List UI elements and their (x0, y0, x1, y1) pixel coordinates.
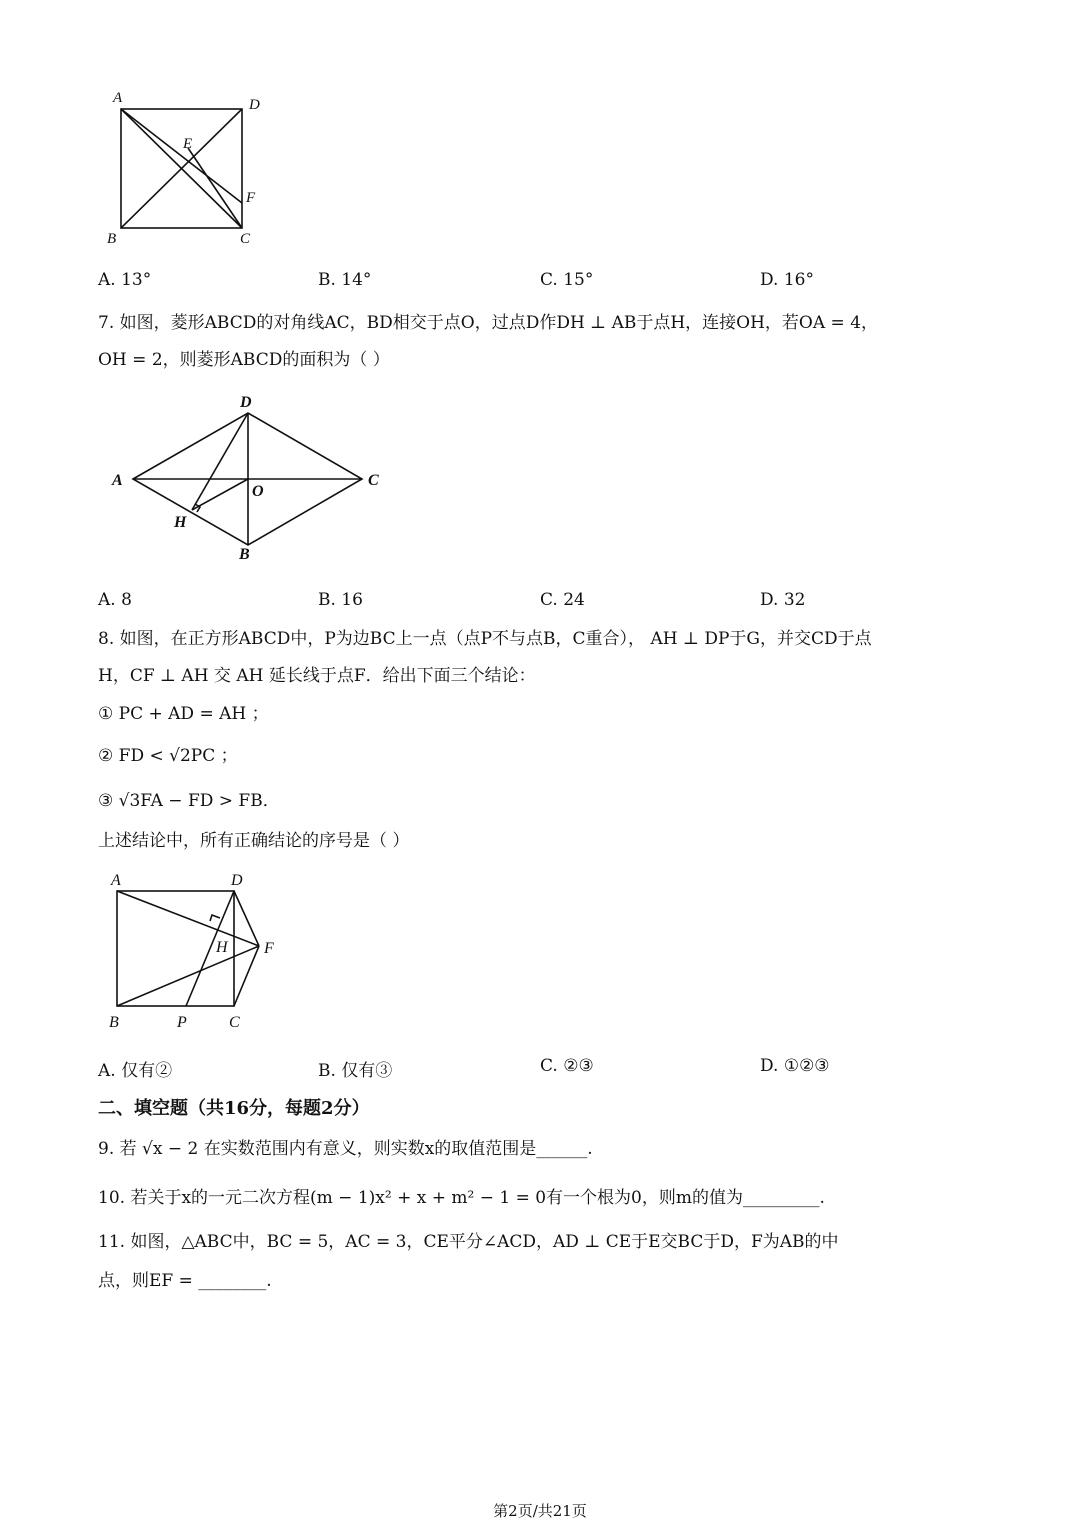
q6-option-d: D. 16° (760, 270, 814, 290)
square-pf-label-h: H (216, 939, 228, 956)
q8-text-line1: 8. 如图，在正方形ABCD中，P为边BC上一点（点P不与点B，C重合）， AH ⊥ DP于G，并交CD于点 (98, 629, 872, 649)
rhombus-figure (100, 388, 400, 568)
q8-question: 上述结论中，所有正确结论的序号是（ ） (98, 831, 410, 851)
q9-text: 9. 若 √x − 2 在实数范围内有意义，则实数x的取值范围是______. (98, 1139, 593, 1159)
q8-text-line2: H，CF ⊥ AH 交 AH 延长线于点F．给出下面三个结论： (98, 666, 536, 686)
q7-option-a: A. 8 (98, 590, 132, 610)
square-pf-label-f: F (264, 940, 274, 957)
q8-conclusion-3: ③ √3FA − FD > FB． (98, 791, 280, 811)
square-pf-label-d: D (231, 872, 243, 889)
q8-option-a: A. 仅有② (98, 1061, 173, 1081)
q7-text-line2: OH = 2，则菱形ABCD的面积为（ ） (98, 350, 390, 370)
q6-option-a: A. 13° (98, 270, 152, 290)
q8-conclusion-1: ① PC + AD = AH ； (98, 704, 269, 724)
rhombus-label-o: O (252, 483, 264, 500)
rhombus-label-h: H (174, 514, 187, 531)
q7-option-b: B. 16 (318, 590, 363, 610)
q11-text-line1: 11. 如图，△ABC中，BC = 5，AC = 3，CE平分∠ACD，AD ⊥ CE于E交BC于D，F为AB的中 (98, 1232, 839, 1252)
square-pf-label-p: P (177, 1014, 187, 1031)
square-figure (100, 88, 280, 253)
q7-option-d: D. 32 (760, 590, 806, 610)
square-pf-figure (100, 862, 300, 1037)
square-label-f: F (246, 190, 256, 206)
q8-conclusion-2: ② FD < √2PC ； (98, 746, 238, 766)
square-label-a: A (113, 90, 123, 106)
rhombus-label-b: B (239, 546, 250, 563)
q6-option-c: C. 15° (540, 270, 594, 290)
square-label-e: E (183, 136, 193, 152)
q6-option-b: B. 14° (318, 270, 372, 290)
section-heading: 二、填空题（共16分，每题2分） (98, 1098, 370, 1119)
q7-option-c: C. 24 (540, 590, 585, 610)
q7-text-line1: 7. 如图，菱形ABCD的对角线AC，BD相交于点O，过点D作DH ⊥ AB于点H，连接OH，若OA = 4， (98, 313, 879, 333)
square-pf-label-b: B (109, 1014, 119, 1031)
q8-option-c: C. ②③ (540, 1056, 594, 1076)
square-label-d: D (249, 97, 260, 113)
square-pf-label-c: C (229, 1014, 240, 1031)
q8-option-d: D. ①②③ (760, 1056, 830, 1076)
q11-text-line2: 点，则EF = ________. (98, 1271, 272, 1291)
rhombus-label-c: C (368, 472, 379, 489)
rhombus-label-d: D (240, 394, 252, 411)
rhombus-label-a: A (112, 472, 123, 489)
square-pf-label-a: A (111, 872, 121, 889)
square-label-b: B (107, 231, 117, 247)
square-label-c: C (240, 231, 251, 247)
q10-text: 10. 若关于x的一元二次方程(m − 1)x² + x + m² − 1 = 0有一个根为0，则m的值为_________. (98, 1188, 825, 1208)
q8-option-b: B. 仅有③ (318, 1061, 393, 1081)
page-number: 第2页/共21页 (493, 1502, 587, 1520)
